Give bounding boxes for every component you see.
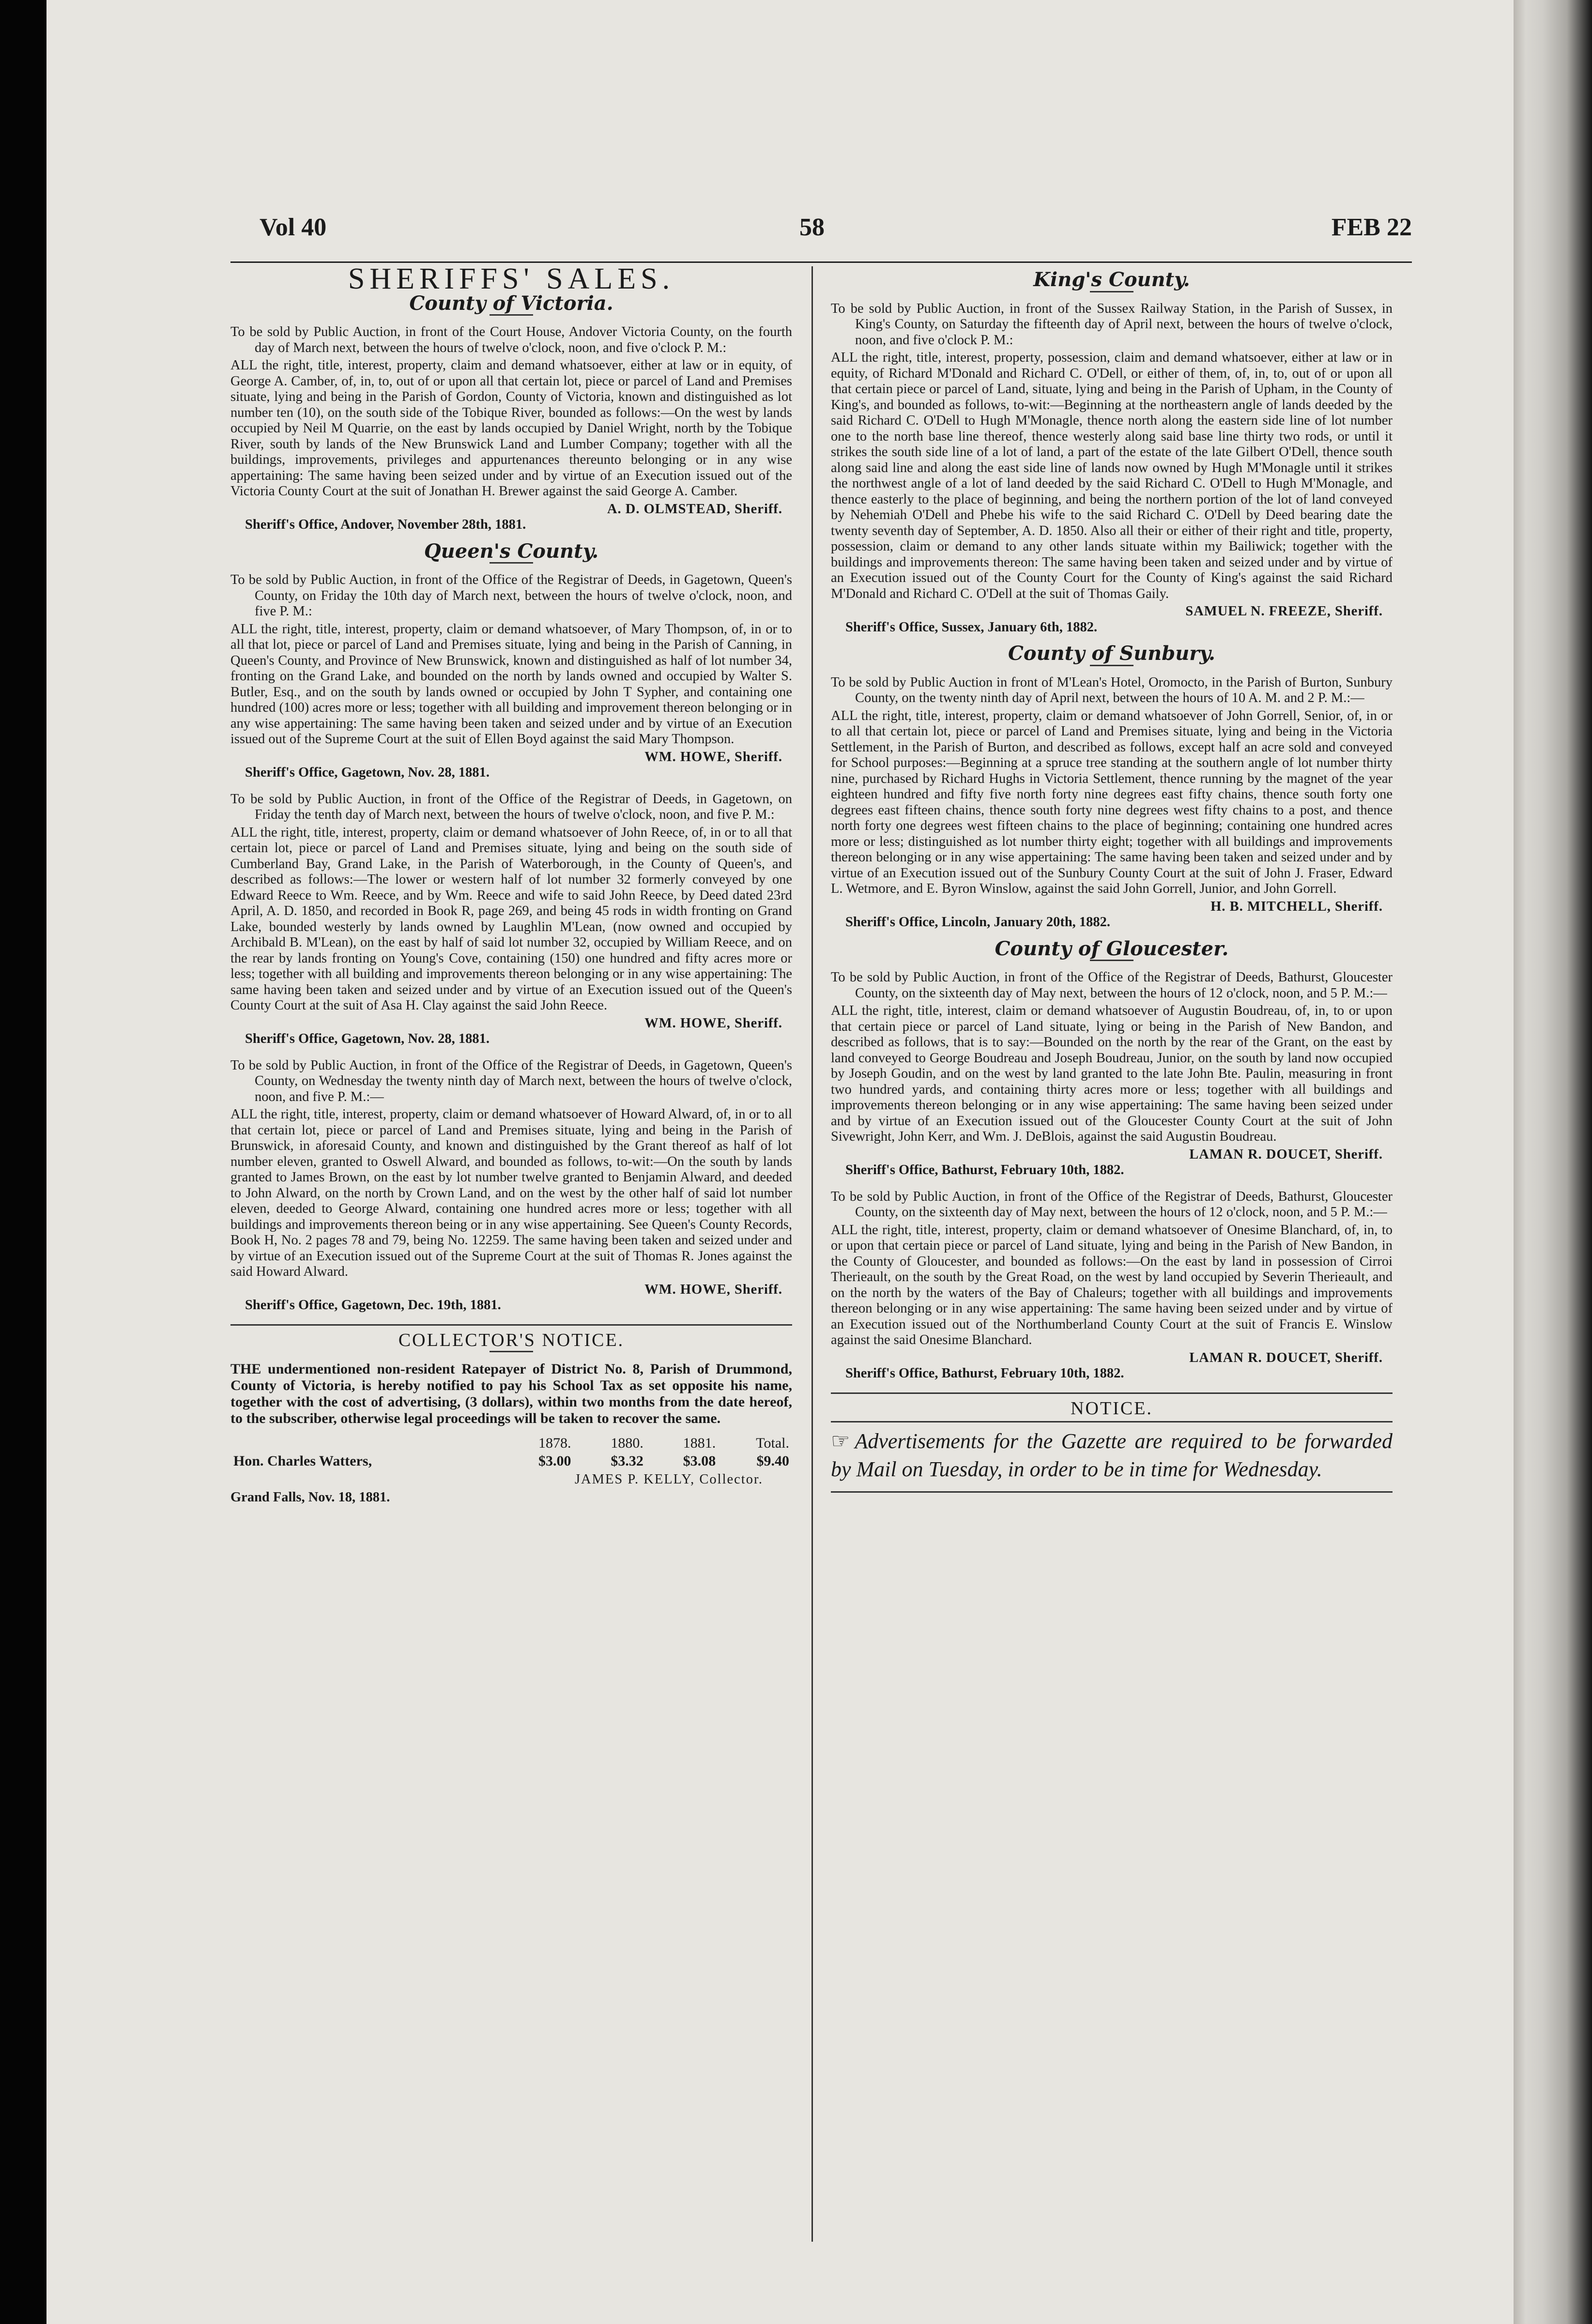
sale-terms: ALL the right, title, interest, property, claim or demand whatsoever of Howard Alward, of, in or to all that certain lot, piece or parcel of Land and Premises situate, lying and being in the Parish of Brunswick, in aforesaid County, and known and distinguished by the Grant thereof as half of lot number eleven, granted to Oswell Alward, and bounded as follows, to-wit:—On the south by lands granted to James Brown, on the east by lot number twelve granted to Benjamin Alward, and deeded to John Alward, on the north by Crown Land, and on the west by the other half of said lot number eleven, deeded to George Alward, containing one hundred acres more or less; together with all buildings and improvements thereon being or in any wise appertaining. See Queen's County Records, Book H, No. 2 pages 78 and 79, being No. 12259. The same having been taken and seized under and by virtue of an Execution issued out of the Supreme Court at the suit of Thomas R. Jones against the said Howard Alward. [230, 1107, 792, 1279]
column-divider [811, 266, 813, 2242]
divider [490, 1351, 533, 1352]
table-header-cell: Total. [756, 1435, 789, 1451]
sheriff-office: Sheriff's Office, Gagetown, Dec. 19th, 1881. [245, 1298, 501, 1313]
sheriff-office: Sheriff's Office, Bathurst, February 10th, 1882. [845, 1366, 1124, 1381]
sale-terms: ALL the right, title, interest, property, claim or demand whatsoever of Onesime Blanchard, of, in, to or upon that certain piece or parcel of Land situate, lying and being in the Parish of New Bandon, in the County of Gloucester, and bounded as follows:—On the east by land in possession of Cirroi Therieault, on the south by the Great Road, on the west by land occupied by Severin Therieault, and on the north by the waters of the Bay of Chaleurs; together with all buildings and improvements thereon belonging or in any wise appertaining: The same having been seized under and by virtue of an Execution issued out of the Northumberland County Court at the suit of Francis E. Winslow against the said Onesime Blanchard. [831, 1222, 1393, 1347]
sheriff-office: Sheriff's Office, Andover, November 28th, 1881. [245, 517, 526, 532]
county-heading-queens: Queen's County. [424, 539, 599, 563]
table-cell: $3.32 [611, 1452, 643, 1469]
table-cell: $3.00 [538, 1452, 571, 1469]
collector-notice-title: COLLECTOR'S NOTICE. [398, 1330, 625, 1350]
pointing-hand-icon: ☞ [831, 1429, 850, 1453]
sale-lead: To be sold by Public Auction, in front of the Office of the Registrar of Deeds, in Gagetown, on Friday the tenth day of March next, between the hours of twelve o'clock, noon, and five P. M.: [230, 791, 792, 822]
sale-terms: ALL the right, title, interest, property, claim or demand whatsoever of John Gorrell, Senior, of, in or to all that certain lot, piece or parcel of Land and Premises situate, lying and being in the Victoria Settlement, in the Parish of Burton, and described as follows, except half an acre sold and conveyed for School purposes:—Beginning at a spruce tree standing at the southern angle of lot number thirty nine, purchased by Richard Hughs in Victoria Settlement, thence running by the magnet of the year eighteen hundred and fifty five north forty nine degrees east fifty chains, thence south forty one degrees east fifteen chains, thence south forty nine degrees west fifty chains to a post, and thence north forty one degrees west fifteen chains to the place of beginning; containing one hundred acres more or less; distinguished as lot number thirty eight; together with all buildings and improvements thereon belonging or in any wise appertaining: The same having been taken and seized under and by virtue of an Execution issued out of the Sunbury County Court at the suit of John J. Fraser, Edward L. Wetmore, and E. Byron Winslow, against the said John Gorrell, Junior, and John Gorrell. [831, 708, 1393, 896]
county-heading-gloucester: County of Gloucester. [995, 937, 1229, 960]
sheriff-signature: A. D. OLMSTEAD, Sheriff. [607, 501, 782, 517]
sale-terms: ALL the right, title, interest, claim or demand whatsoever of Augustin Boudreau, of, in, to or upon that certain piece or parcel of Land situate, lying or being in the Parish of New Bandon, and described as follows, that is to say:—Bounded on the north by the rear of the Grant, on the east by land conveyed to George Boudreau and Joseph Boudreau, Junior, on the south by land now occupied by Joseph Goudin, and on the west by land granted to the late John Bte. Paulin, measuring in front two hundred yards, and containing thirty acres more or less; together with all buildings and improvements thereon belonging or in any wise appertaining: The same having been seized under and by virtue of an Execution issued out of the Gloucester County Court at the suit of John Sivewright, John Kerr, and Wm. J. DeBlois, against the said Augustin Boudreau. [831, 1003, 1393, 1144]
sale-lead: To be sold by Public Auction, in front of the Office of the Registrar of Deeds, Bathurst, Gloucester County, on the sixteenth day of May next, between the hours of 12 o'clock, noon, and 5 P. M.:— [831, 1189, 1393, 1220]
sale-lead: To be sold by Public Auction, in front of the Office of the Registrar of Deeds, in Gagetown, Queen's County, on Wednesday the twenty ninth day of March next, between the hours of twelve o'clock, noon, and five P. M.:— [230, 1057, 792, 1104]
sheriff-office: Sheriff's Office, Gagetown, Nov. 28, 1881. [245, 1031, 490, 1046]
sheriff-signature: SAMUEL N. FREEZE, Sheriff. [1185, 604, 1383, 619]
page-edge-shadow [1514, 0, 1592, 2324]
sheriff-office: Sheriff's Office, Gagetown, Nov. 28, 1881. [245, 765, 490, 780]
page-number: 58 [799, 214, 825, 241]
table-cell: $9.40 [756, 1452, 789, 1469]
table-header-cell: 1878. [538, 1435, 571, 1451]
collector-notice-body: THE undermentioned non-resident Ratepayer of District No. 8, Parish of Drummond, County of Victoria, is hereby notified to pay his School Tax as set opposite his name, together with the cost of advertising, (3 dollars), within two months from the date hereof, to the subscriber, otherwise legal proceedings will be taken to recover the same. [230, 1361, 792, 1426]
county-heading-victoria: County of Victoria. [409, 291, 613, 315]
sale-terms: ALL the right, title, interest, property, possession, claim and demand whatsoever, either at law or in equity, of Richard M'Donald and Richard C. O'Dell, or either of them, of, in, to, out of or upon all that certain piece or parcel of Land, situate, lying and being in the Parish of Upham, in the County of King's, and bounded as follows, to-wit:—Beginning at the northeastern angle of lands deeded by the said Richard C. O'Dell to Hugh M'Monagle, thence north along the eastern side line of lot number one to the north base line thereof, thence westerly along said base line thirty two rods, or until it strikes the south side line of a lot of land, a part of the estate of the late Gilbert O'Dell, thence south along said line and along the east side line of lands now owned by Hugh M'Monagle until it strikes the northwest angle of a lot of land deeded by the said Richard C. O'Dell to Hugh M'Monagle, and thence easterly to the place of beginning, and being the northern portion of the lot of land conveyed by Nehemiah O'Dell and Phebe his wife to the said Richard C. O'Dell by Deed bearing date the twenty seventh day of September, A. D. 1850. Also all their or either of their right and title, property, possession, claim or demand to any other lands situate within my Bailiwick; together with the buildings and improvements thereon: The same having been taken and seized under and by virtue of an Execution issued out of the County Court for the County of King's against the said Richard M'Donald and Richard C. O'Dell at the suit of Thomas Gaily. [831, 350, 1393, 601]
tax-table-header [230, 1435, 792, 1452]
table-cell: Hon. Charles Watters, [233, 1452, 372, 1469]
date-stamp: FEB 22 [1331, 214, 1412, 241]
sheriff-signature: WM. HOWE, Sheriff. [644, 749, 782, 764]
county-heading-sunbury: County of Sunbury. [1008, 642, 1215, 665]
section-rule [831, 1421, 1393, 1422]
sale-lead: To be sold by Public Auction in front of M'Lean's Hotel, Oromocto, in the Parish of Burton, Sunbury County, on the twenty ninth day of April next, between the hours of 10 A. M. and 2 P. M.:— [831, 674, 1393, 705]
sheriff-office: Sheriff's Office, Lincoln, January 20th, 1882. [845, 915, 1111, 930]
gazette-page [46, 0, 1514, 2324]
masthead: SHERIFFS' SALES. [348, 262, 675, 295]
table-row [230, 1452, 792, 1470]
tax-table [230, 1435, 792, 1470]
sheriff-office: Sheriff's Office, Bathurst, February 10th, 1882. [845, 1162, 1124, 1177]
sale-lead: To be sold by Public Auction, in front of the Court House, Andover Victoria County, on the fourth day of March next, between the hours of twelve o'clock, noon, and five o'clock P. M.: [230, 324, 792, 355]
left-column [230, 262, 792, 1505]
gazette-notice-body [831, 1427, 1393, 1483]
notice-title: NOTICE. [1071, 1398, 1153, 1419]
sale-lead: To be sold by Public Auction, in front of the Office of the Registrar of Deeds, in Gagetown, Queen's County, on Friday the 10th day of March next, between the hours of twelve o'clock, noon, and five P. M.: [230, 572, 792, 619]
sheriff-signature: LAMAN R. DOUCET, Sheriff. [1189, 1147, 1383, 1162]
collector-signature: JAMES P. KELLY, Collector. [574, 1472, 763, 1487]
sheriff-signature: WM. HOWE, Sheriff. [644, 1015, 782, 1031]
sale-terms: ALL the right, title, interest, property, claim or demand whatsoever, of Mary Thompson, of, in or to all that lot, piece or parcel of Land and Premises situate, lying and being in the Parish of Canning, in Queen's County, and Province of New Brunswick, known and distinguished as half of lot number 34, fronting on the Grand Lake, and bounded on the north by lands owned and occupied by Walter S. Butler, Esq., and on the south by lands owned or occupied by John T Sypher, and containing one hundred (100) acres more or less; together with all building and improvement thereon belonging or in any wise appertaining: The same having been taken and seized under and by virtue of an Execution issued out of the Supreme Court at the suit of Ellen Boyd against the said Mary Thompson. [230, 621, 792, 747]
section-rule [831, 1392, 1393, 1394]
page-header [230, 208, 1412, 252]
sale-terms: ALL the right, title, interest, property, claim and demand whatsoever, either at law or in equity, of George A. Camber, of, in, to, out of or upon all that certain lot, piece or parcel of Land and Premises situate, lying and being in the Parish of Gordon, County of Victoria, known and distinguished as lot number ten (10), on the south side of the Tobique River, bounded as follows:—On the west by lands occupied by Neil M Quarrie, on the east by lands occupied by Daniel Wright, north by the Tobique River, south by lands of the New Brunswick Land and Lumber Company; together with all the buildings, improvements, privileges and appurtenances thereunto belonging or in any wise appertaining: The same having been seized under and by virtue of an Execution issued out of the Victoria County Court at the suit of Jonathan H. Brewer against the said George A. Camber. [230, 358, 792, 499]
table-header-cell: 1880. [611, 1435, 643, 1451]
sheriff-signature: WM. HOWE, Sheriff. [644, 1282, 782, 1297]
sale-lead: To be sold by Public Auction, in front of the Sussex Railway Station, in the Parish of Sussex, in King's County, on Saturday the fifteenth day of April next, between the hours of twelve o'clock, noon, and five o'clock P. M.: [831, 301, 1393, 348]
sheriff-signature: LAMAN R. DOUCET, Sheriff. [1189, 1350, 1383, 1365]
right-column [831, 268, 1393, 1493]
gazette-notice-text: Advertisements for the Gazette are required to be forwarded by Mail on Tuesday, in order to be in time for Wednesday. [831, 1429, 1393, 1481]
sale-lead: To be sold by Public Auction, in front of the Office of the Registrar of Deeds, Bathurst, Gloucester County, on the sixteenth day of May next, between the hours of 12 o'clock, noon, and 5 P. M.:— [831, 970, 1393, 1001]
sale-terms: ALL the right, title, interest, property, claim or demand whatsoever of John Reece, of, in or to all that certain lot, piece or parcel of Land and Premises situate, lying and being on the south side of Cumberland Bay, Grand Lake, in the Parish of Waterborough, in the County of Queen's, and described as follows:—The lower or western half of lot number 32 formerly conveyed by one Edward Reece to Wm. Reece, and by Wm. Reece and wife to said John Reece, by Deed dated 23rd April, A. D. 1850, and recorded in Book R, page 269, and being 45 rods in width fronting on Grand Lake, bounded westerly by lands owned by Laughlin M'Lean, (now owned and occupied by Archibald B. M'Lean), on the east by half of said lot number 32, occupied by William Reece, and on the rear by lands fronting on Young's Cove, containing (150) one hundred and fifty acres more or less; together with all building and improvements thereon belonging or in any wise appertaining: The same having been taken and seized under and by virtue of an Execution issued out of the Queen's County Court at the suit of Asa H. Clay against the said John Reece. [230, 825, 792, 1013]
table-header-cell: 1881. [683, 1435, 716, 1451]
table-header-cell [230, 1435, 502, 1452]
section-rule [831, 1491, 1393, 1493]
sheriff-office: Sheriff's Office, Sussex, January 6th, 1882. [845, 619, 1098, 635]
sheriff-signature: H. B. MITCHELL, Sheriff. [1210, 899, 1383, 914]
scan-border-left [0, 0, 46, 2324]
volume-label: Vol 40 [260, 214, 327, 241]
collector-place-date: Grand Falls, Nov. 18, 1881. [230, 1489, 390, 1505]
section-rule [230, 1324, 792, 1326]
county-heading-kings: King's County. [1033, 268, 1190, 291]
table-cell: $3.08 [683, 1452, 716, 1469]
